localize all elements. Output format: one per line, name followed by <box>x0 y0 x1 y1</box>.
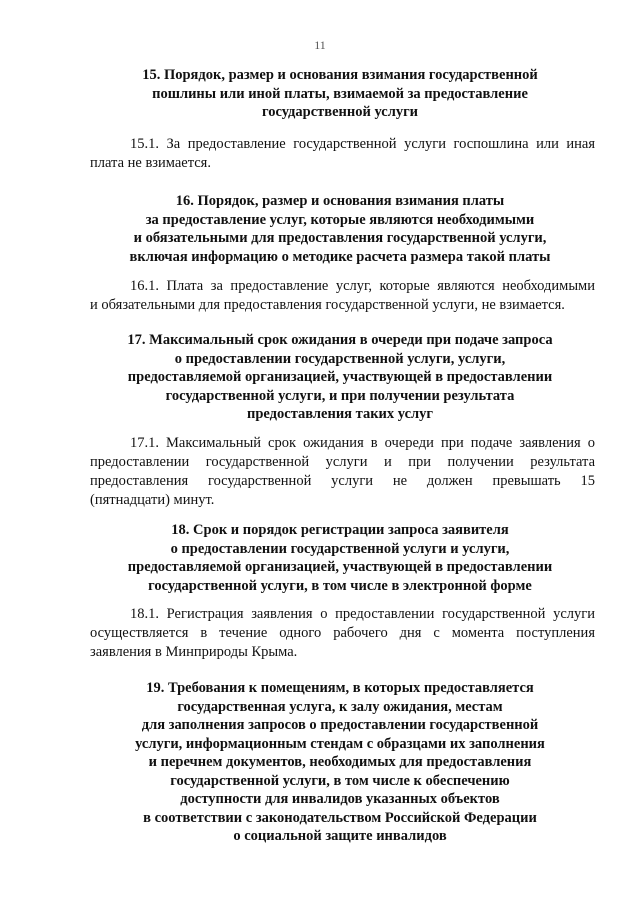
heading-line: предоставляемой организацией, участвующей в предоставлении <box>127 559 553 575</box>
heading-line: государственной услуги, в том числе в электронной форме <box>148 577 532 594</box>
paragraph-line: и обязательными для предоставления государственной услуги, не взимается. <box>90 297 565 313</box>
paragraph-line: 17.1. Максимальный срок ожидания в очереди при подаче заявления о <box>130 435 595 451</box>
heading-line: государственная услуга, к залу ожидания, местам <box>177 698 503 715</box>
section-18-paragraph <box>90 605 595 662</box>
heading-line: 18. Срок и порядок регистрации запроса заявителя <box>171 522 509 538</box>
heading-line: пошлины или иной платы, взимаемой за предоставление <box>152 85 528 102</box>
heading-line: и перечнем документов, необходимых для предоставления <box>148 754 532 770</box>
heading-line: предоставления таких услуг <box>247 406 433 422</box>
paragraph-line: 15.1. За предоставление государственной услуги госпошлина или иная <box>130 136 595 152</box>
section-17-heading <box>80 331 600 424</box>
heading-line: и обязательными для предоставления государственной услуги, <box>133 230 547 246</box>
heading-line: 17. Максимальный срок ожидания в очереди при подаче запроса <box>127 332 553 348</box>
section-15-heading <box>80 66 600 122</box>
heading-line: 19. Требования к помещениям, в которых предоставляется <box>146 680 534 696</box>
heading-line: государственной услуги, в том числе к обеспечению <box>170 772 510 789</box>
section-16-heading <box>80 192 600 266</box>
heading-line: для заполнения запросов о предоставлении государственной <box>141 717 539 733</box>
heading-line: государственной услуги, и при получении результата <box>165 387 515 404</box>
paragraph-line: заявления в Минприроды Крыма. <box>90 644 298 660</box>
heading-line: о предоставлении государственной услуги и услуги, <box>170 540 510 557</box>
heading-line: в соответствии с законодательством Российской Федерации <box>143 809 537 826</box>
section-16-paragraph <box>90 277 595 315</box>
heading-line: 16. Порядок, размер и основания взимания платы <box>175 193 505 209</box>
paragraph-line: (пятнадцати) минут. <box>90 492 215 508</box>
heading-line: о предоставлении государственной услуги, услуги, <box>174 350 506 367</box>
paragraph-line: предоставлении государственной услуги и при получении результата <box>90 454 595 470</box>
section-17-paragraph <box>90 434 595 510</box>
heading-line: о социальной защите инвалидов <box>233 828 447 844</box>
heading-line: за предоставление услуг, которые являются необходимыми <box>145 211 535 228</box>
paragraph-line: плата не взимается. <box>90 155 211 171</box>
heading-line: включая информацию о методике расчета размера такой платы <box>129 248 551 265</box>
paragraph-line: 16.1. Плата за предоставление услуг, которые являются необходимыми <box>130 278 595 294</box>
heading-line: государственной услуги <box>261 104 419 120</box>
heading-line: 15. Порядок, размер и основания взимания государственной <box>142 67 538 83</box>
heading-line: предоставляемой организацией, участвующей в предоставлении <box>127 369 553 385</box>
section-19-heading <box>80 679 600 846</box>
paragraph-line: осуществляется в течение одного рабочего дня с момента поступления <box>90 625 595 641</box>
page-number: 11 <box>314 38 326 52</box>
heading-line: услуги, информационным стендам с образцами их заполнения <box>135 735 545 752</box>
heading-line: доступности для инвалидов указанных объектов <box>180 791 500 807</box>
paragraph-line: предоставления государственной услуги не должен превышать 15 <box>90 473 595 489</box>
section-18-heading <box>80 521 600 595</box>
paragraph-line: 18.1. Регистрация заявления о предоставлении государственной услуги <box>130 606 595 622</box>
section-15-paragraph <box>90 135 595 173</box>
